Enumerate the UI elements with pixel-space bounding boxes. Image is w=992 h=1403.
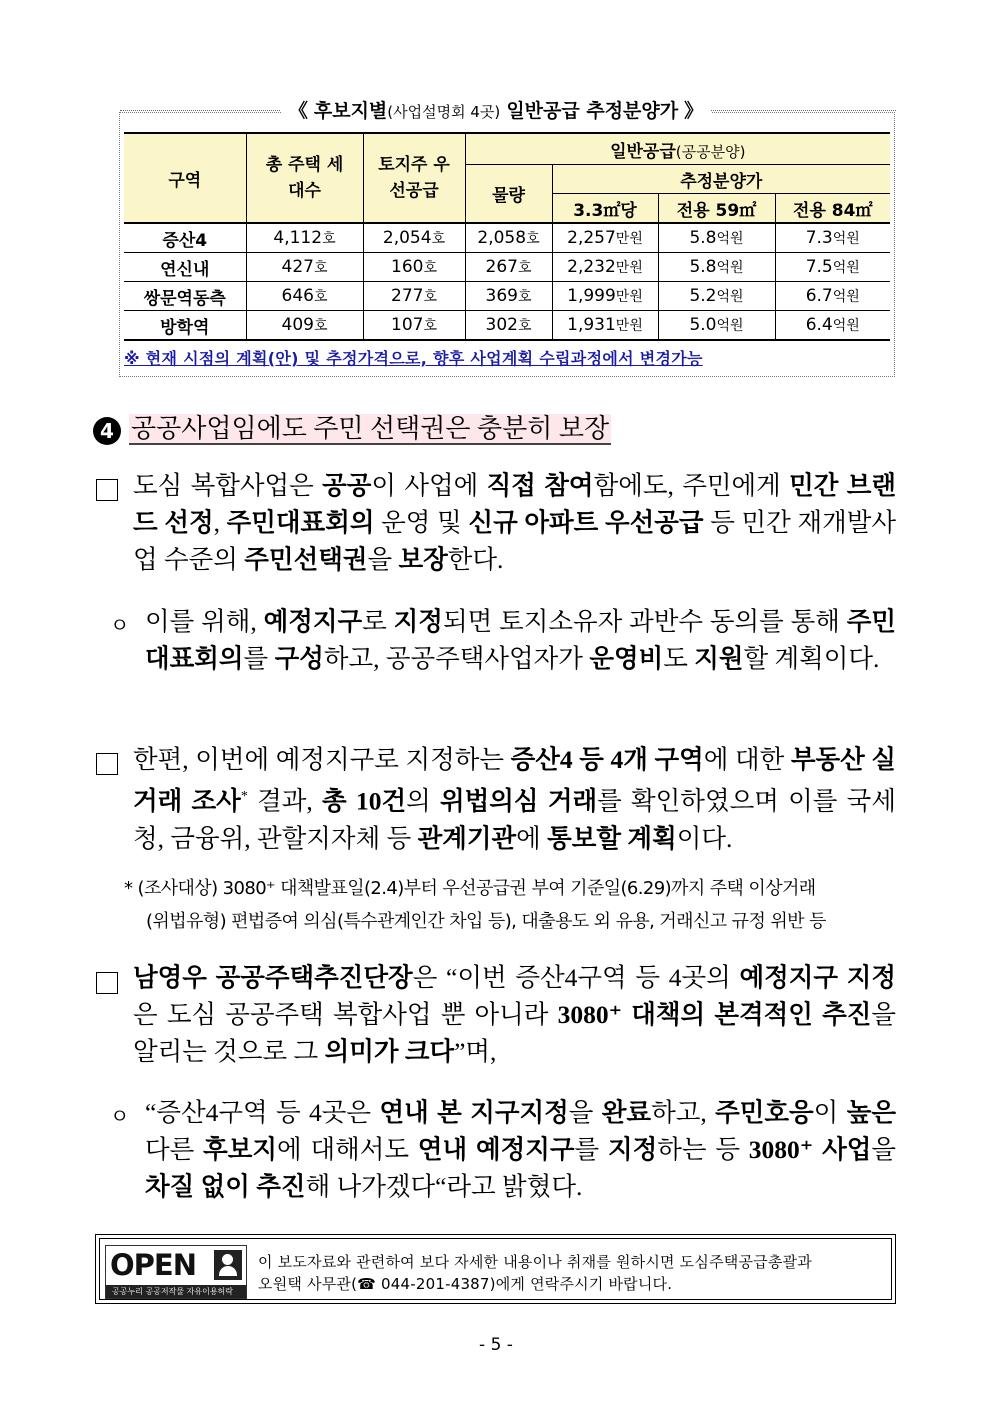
contact-line: 오원택 사무관(☎ 044-201-4387)에게 연락주시기 바랍니다. — [258, 1275, 673, 1293]
row-size59: 5.8억원 — [658, 253, 775, 282]
checkbox-bullet-icon — [96, 753, 118, 775]
row-owner: 2,054호 — [363, 223, 465, 253]
row-volume: 267호 — [465, 253, 552, 282]
row-per-pyeong: 1,999만원 — [552, 282, 658, 311]
header-size84: 전용 84㎡ — [775, 194, 890, 224]
row-total: 646호 — [246, 282, 363, 311]
row-size84: 7.3억원 — [775, 223, 890, 253]
row-name: 연신내 — [124, 253, 246, 282]
paragraph-resident-choice: 도심 복합사업은 공공이 사업에 직접 참여함에도, 주민에게 민간 브랜드 선정, 주민대표회의 운영 및 신규 아파트 우선공급 등 민간 재개발사업 수준의 주민선택권을 보장한다. — [133, 471, 897, 574]
circle-bullet-icon: ㅇ — [110, 613, 130, 637]
footnote-line: (위법유형) 편법증여 의심(특수관계인간 차입 등), 대출용도 외 유용, 거래신고 규정 위반 등 — [146, 911, 826, 932]
caption-main: 일반공급 추정분양가 — [506, 100, 679, 122]
header-total-units: 총 주택 세대수 — [246, 133, 363, 223]
caption-close-bracket: 》 — [684, 100, 704, 122]
footnote — [124, 872, 896, 938]
header-per-pyeong: 3.3㎡당 — [552, 194, 658, 224]
header-general-supply: 일반공급(공공분양) — [465, 133, 890, 165]
supply-price-table — [124, 132, 890, 341]
caption-open-bracket: 《 — [288, 100, 308, 122]
contact-box — [95, 1234, 896, 1304]
row-owner: 277호 — [363, 282, 465, 311]
row-size84: 6.4억원 — [775, 311, 890, 341]
row-total: 4,112호 — [246, 223, 363, 253]
contact-line: 이 보도자료와 관련하여 보다 자세한 내용이나 취재를 원하시면 도심주택공급총괄과 — [258, 1253, 812, 1271]
header-owner-priority: 토지주 우선공급 — [363, 133, 465, 223]
table-row — [124, 253, 890, 282]
header-estimated-price: 추정분양가 — [552, 165, 890, 194]
paragraph-transaction-survey: 한편, 이번에 예정지구로 지정하는 증산4 등 4개 구역에 대한 부동산 실거래 조사* 결과, 총 10건의 위법의심 거래를 확인하였으며 이를 국세청, 금융위, 관할지자체 등 관계기관에 통보할 계획이다. — [133, 745, 896, 853]
row-size84: 7.5억원 — [775, 253, 890, 282]
row-size84: 6.7억원 — [775, 282, 890, 311]
open-logo-caption: 공공누리 공공저작물 자유이용허락 — [106, 1285, 246, 1298]
row-per-pyeong: 2,232만원 — [552, 253, 658, 282]
circle-bullet-icon: ㅇ — [110, 1104, 130, 1128]
row-volume: 369호 — [465, 282, 552, 311]
footnote-line: * (조사대상) 3080⁺ 대책발표일(2.4)부터 우선공급권 부여 기준일(6.29)까지 주택 이상거래 — [124, 878, 816, 899]
section-number-badge: 4 — [93, 417, 121, 445]
table-row — [124, 282, 890, 311]
row-owner: 160호 — [363, 253, 465, 282]
section-heading — [93, 408, 611, 445]
page-number: - 5 - — [479, 1335, 513, 1355]
row-name: 쌍문역동측 — [124, 282, 246, 311]
header-size59: 전용 59㎡ — [658, 194, 775, 224]
row-volume: 302호 — [465, 311, 552, 341]
checkbox-bullet-icon — [96, 479, 118, 501]
row-owner: 107호 — [363, 311, 465, 341]
checkbox-bullet-icon — [96, 972, 118, 994]
row-per-pyeong: 2,257만원 — [552, 223, 658, 253]
contact-box-inner — [99, 1238, 892, 1300]
row-total: 409호 — [246, 311, 363, 341]
row-volume: 2,058호 — [465, 223, 552, 253]
table-note: ※ 현재 시점의 계획(안) 및 추정가격으로, 향후 사업계획 수립과정에서 변경가능 — [124, 349, 703, 368]
row-per-pyeong: 1,931만원 — [552, 311, 658, 341]
row-size59: 5.8억원 — [658, 223, 775, 253]
paragraph-committee: 이를 위해, 예정지구로 지정되면 토지소유자 과반수 동의를 통해 주민대표회의를 구성하고, 공공주택사업자가 운영비도 지원할 계획이다. — [145, 607, 896, 673]
paragraph-quote-continued: “증산4구역 등 4곳은 연내 본 지구지정을 완료하고, 주민호응이 높은 다른 후보지에 대해서도 연내 예정지구를 지정하는 등 3080⁺ 사업을 차질 없이 추진해 나가겠다“라고 밝혔다. — [145, 1098, 896, 1201]
row-name: 방학역 — [124, 311, 246, 341]
row-size59: 5.2억원 — [658, 282, 775, 311]
table-row — [124, 223, 890, 253]
contact-text — [258, 1251, 812, 1295]
person-icon — [214, 1250, 242, 1280]
header-area: 구역 — [124, 133, 246, 223]
open-logo-word: OPEN — [110, 1248, 196, 1282]
open-license-logo — [105, 1245, 247, 1299]
header-volume: 물량 — [465, 165, 552, 224]
caption-prefix-note: (사업설명회 4곳) — [387, 103, 501, 121]
row-size59: 5.0억원 — [658, 311, 775, 341]
row-total: 427호 — [246, 253, 363, 282]
row-name: 증산4 — [124, 223, 246, 253]
caption-prefix: 후보지별 — [313, 100, 388, 122]
paragraph-quote-director: 남영우 공공주택추진단장은 “이번 증산4구역 등 4곳의 예정지구 지정은 도심 공공주택 복합사업 뿐 아니라 3080⁺ 대책의 본격적인 추진을 알리는 것으로 그 의미가 크다”며, — [133, 963, 896, 1066]
table-row — [124, 311, 890, 341]
section-title: 공공사업임에도 주민 선택권은 충분히 보장 — [131, 414, 610, 443]
